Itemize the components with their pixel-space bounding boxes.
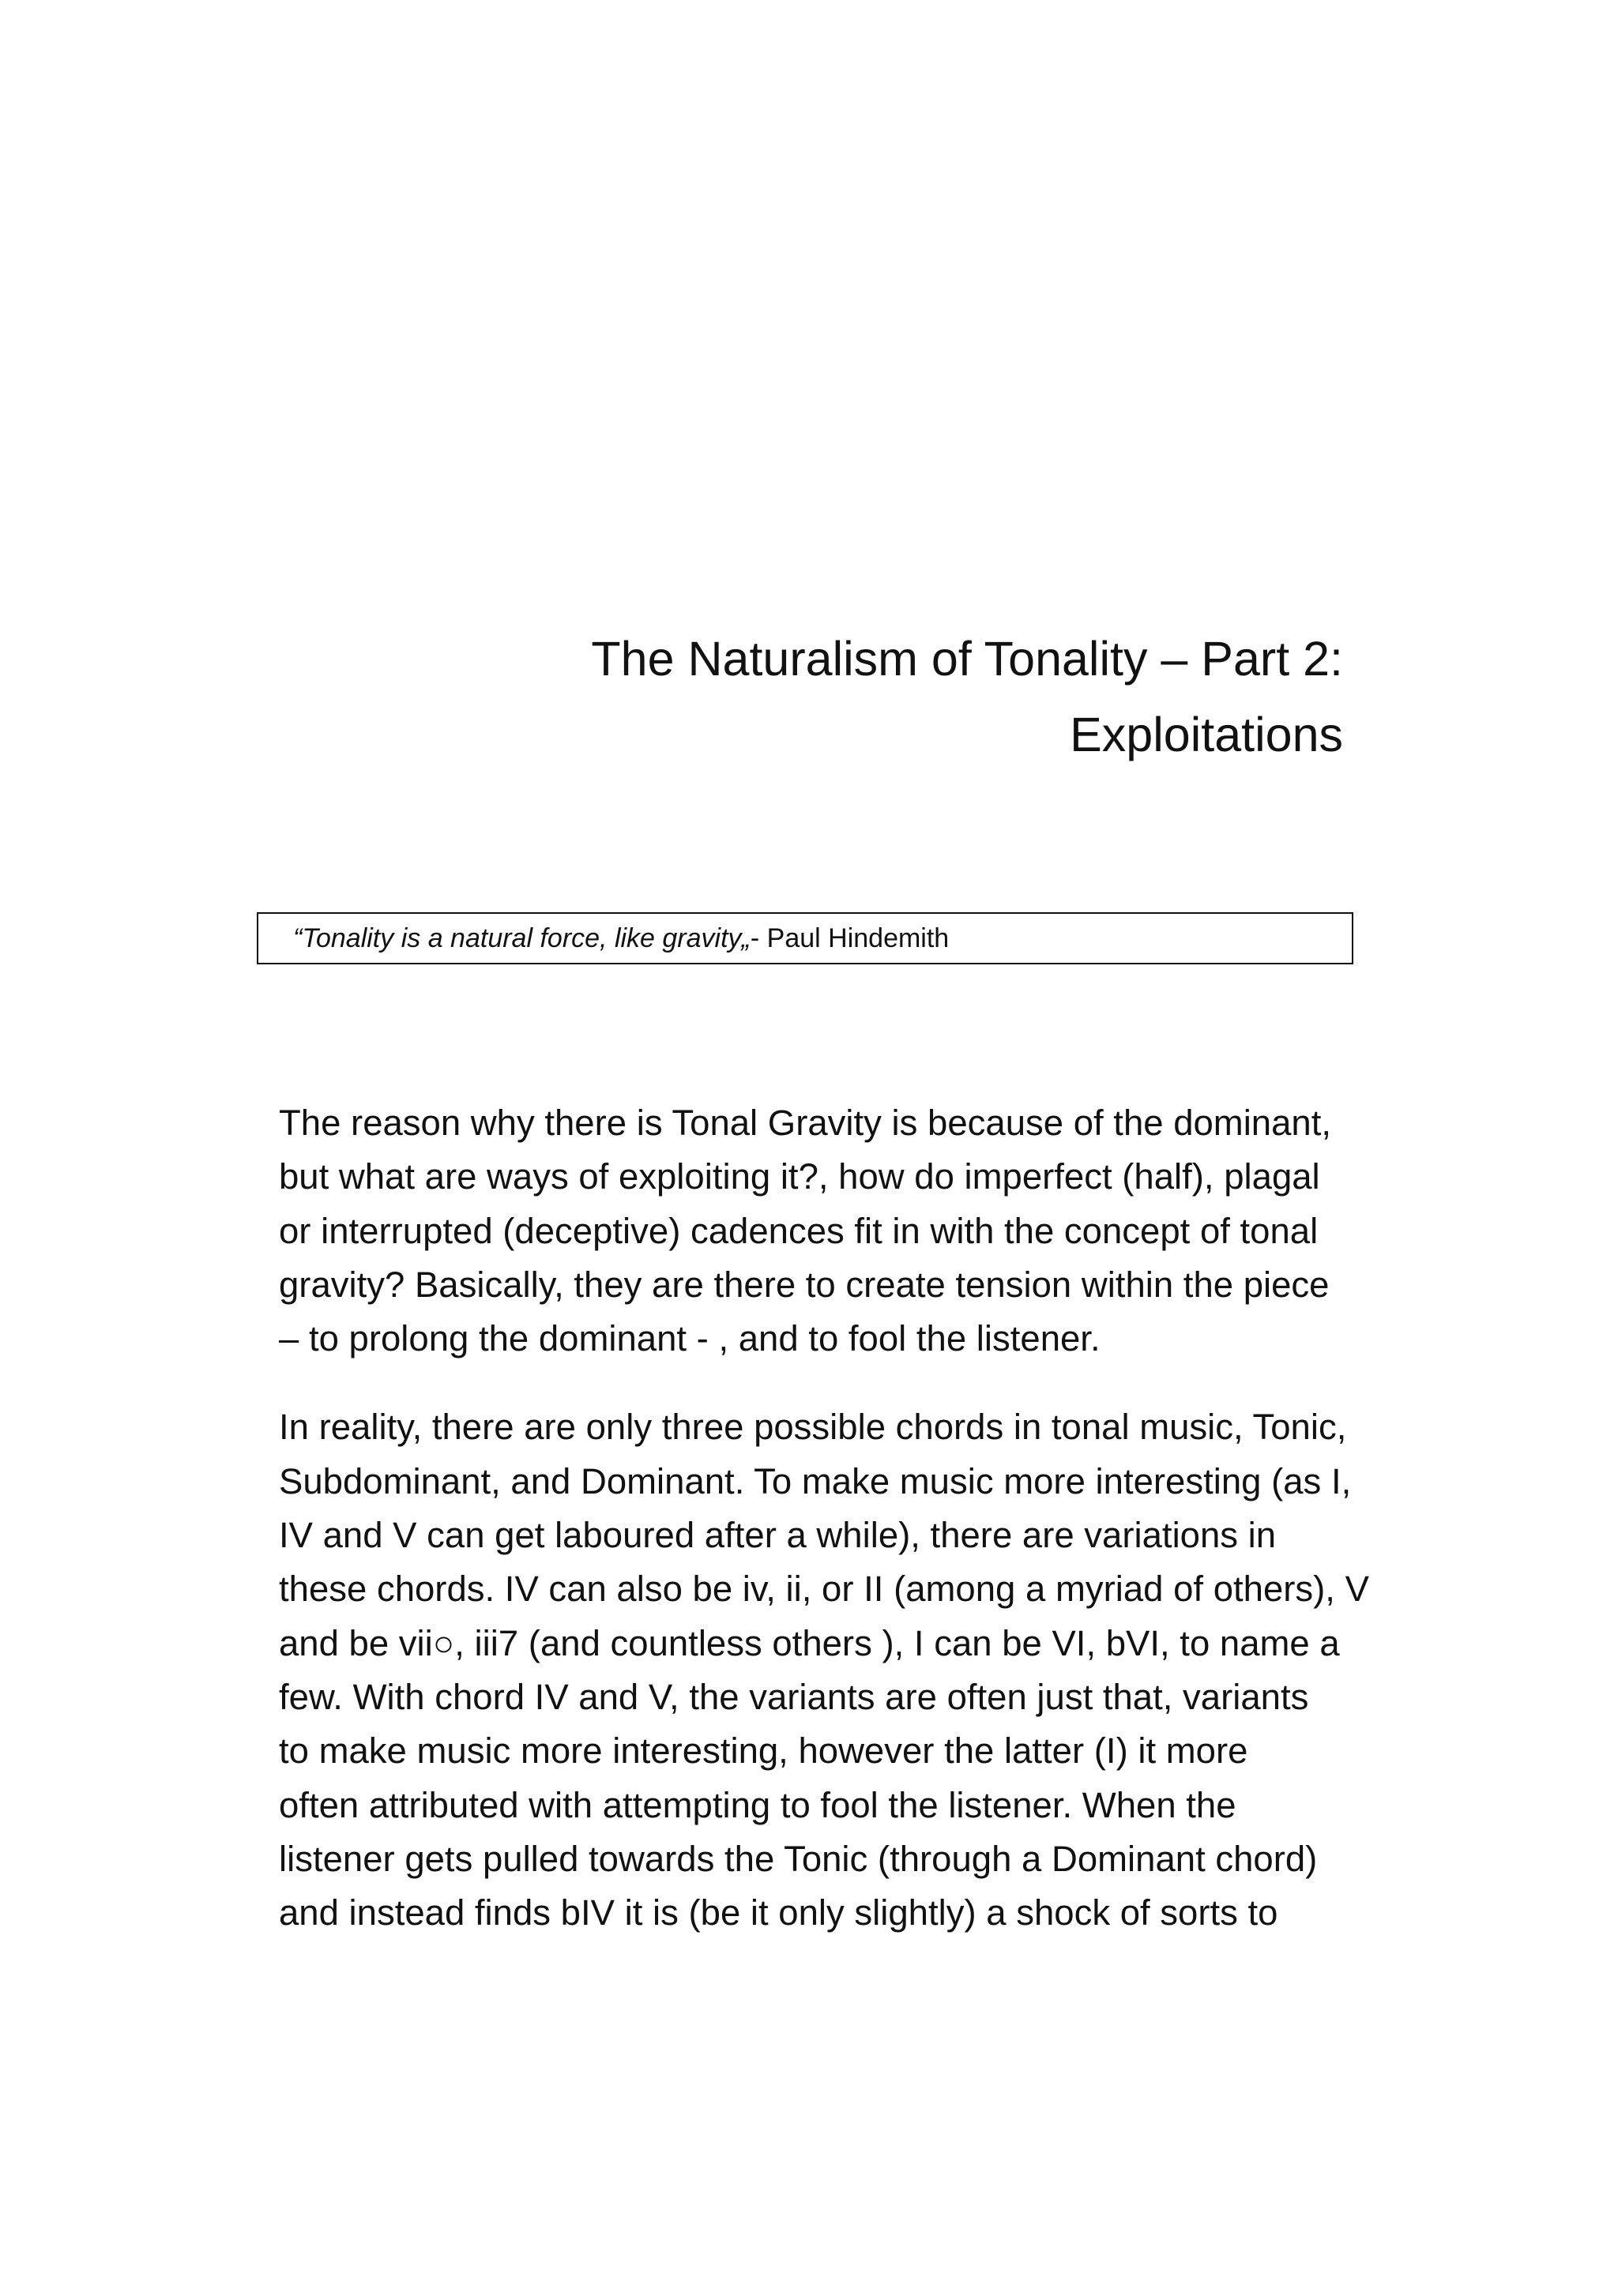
epigraph-box: [257, 912, 1353, 964]
text-line: In reality, there are only three possible chords in tonal music, Tonic,: [279, 1407, 1347, 1448]
page-title: [316, 621, 1343, 772]
epigraph-quote: “Tonality is a natural force, like gravity„: [293, 923, 751, 953]
text-line: listener gets pulled towards the Tonic (through a Dominant chord): [279, 1838, 1318, 1879]
title-line-1: The Naturalism of Tonality – Part 2:: [591, 632, 1343, 686]
body-text: [279, 1096, 1369, 1975]
text-line: often attributed with attempting to fool the listener. When the: [279, 1784, 1236, 1825]
text-line: to make music more interesting, however the latter (I) it more: [279, 1730, 1248, 1772]
text-line: or interrupted (deceptive) cadences fit in with the concept of tonal: [279, 1210, 1319, 1251]
text-line: gravity? Basically, they are there to create tension within the piece: [279, 1264, 1330, 1305]
paragraph: [279, 1096, 1353, 1366]
text-line: these chords. IV can also be iv, ii, or II (among a myriad of others), V: [279, 1569, 1369, 1610]
text-line: – to prolong the dominant - , and to fool the listener.: [279, 1318, 1101, 1359]
text-line: and be vii○, iii7 (and countless others ), I can be VI, bVI, to name a: [279, 1622, 1340, 1663]
text-line: The reason why there is Tonal Gravity is because of the dominant,: [279, 1103, 1332, 1143]
text-line: few. With chord IV and V, the variants are often just that, variants: [279, 1676, 1309, 1717]
paragraph: [279, 1400, 1369, 1940]
title-line-2: Exploitations: [1070, 708, 1343, 761]
text-line: and instead finds bIV it is (be it only slightly) a shock of sorts to: [279, 1892, 1278, 1933]
text-line: IV and V can get laboured after a while), there are variations in: [279, 1515, 1277, 1556]
text-line: but what are ways of exploiting it?, how do imperfect (half), plagal: [279, 1156, 1320, 1197]
epigraph-attribution: - Paul Hindemith: [750, 923, 950, 953]
text-line: Subdominant, and Dominant. To make music more interesting (as I,: [279, 1460, 1352, 1501]
